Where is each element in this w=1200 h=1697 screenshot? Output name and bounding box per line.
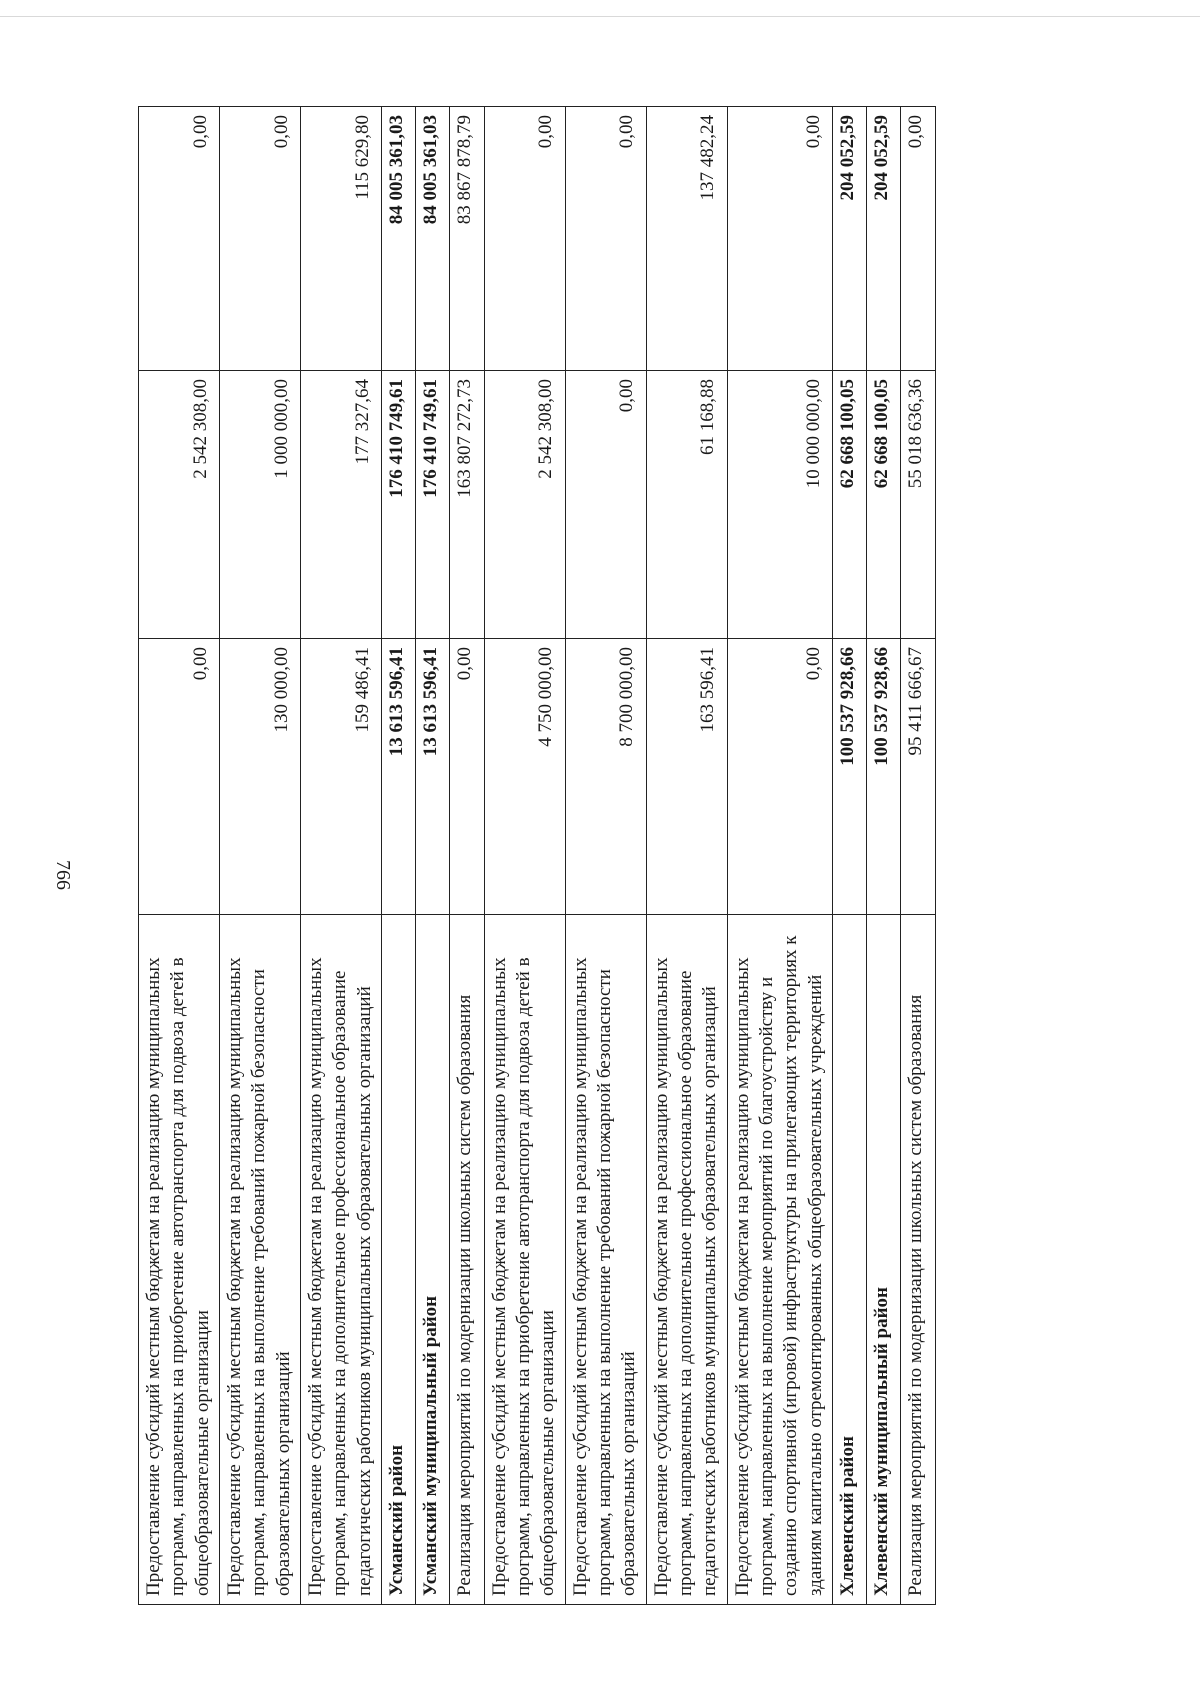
table-row <box>484 107 565 1605</box>
scan-edge-line <box>0 16 1200 17</box>
row-value-1: 159 486,41 <box>300 639 381 915</box>
row-value-1: 8 700 000,00 <box>565 639 646 915</box>
row-value-3: 0,00 <box>219 107 300 371</box>
row-value-1: 130 000,00 <box>219 639 300 915</box>
row-value-3: 115 629,80 <box>300 107 381 371</box>
row-description: Предоставление субсидий местным бюджетам на реализацию муниципальных программ, направленных на выполнение мероприятий по благоустройству и созданию спортивной (игровой) инфраструктуры на прилегающих территориях к зданиям капитально отремонтированных общеобразовательных учреждений <box>727 915 832 1605</box>
row-value-2: 61 168,88 <box>646 371 727 639</box>
rotated-table-container <box>138 107 1068 1605</box>
table-row <box>416 107 450 1605</box>
row-value-2: 177 327,64 <box>300 371 381 639</box>
row-value-3: 204 052,59 <box>832 107 866 371</box>
row-description: Предоставление субсидий местным бюджетам на реализацию муниципальных программ, направленных на дополнительное профессиональное образование педагогических работников муниципальных образовательных организаций <box>300 915 381 1605</box>
row-description: Усманский район <box>381 915 415 1605</box>
row-description: Усманский муниципальный район <box>416 915 450 1605</box>
row-value-2: 176 410 749,61 <box>381 371 415 639</box>
row-value-3: 0,00 <box>565 107 646 371</box>
row-value-1: 13 613 596,41 <box>381 639 415 915</box>
row-value-2: 163 807 272,73 <box>450 371 484 639</box>
row-value-3: 83 867 878,79 <box>450 107 484 371</box>
row-value-3: 0,00 <box>139 107 220 371</box>
table-row <box>832 107 866 1605</box>
row-description: Реализация мероприятий по модернизации школьных систем образования <box>901 915 935 1605</box>
row-value-2: 2 542 308,00 <box>139 371 220 639</box>
row-value-1: 95 411 666,67 <box>901 639 935 915</box>
row-value-2: 176 410 749,61 <box>416 371 450 639</box>
row-description: Реализация мероприятий по модернизации школьных систем образования <box>450 915 484 1605</box>
table-row <box>646 107 727 1605</box>
table-row <box>300 107 381 1605</box>
row-value-3: 0,00 <box>727 107 832 371</box>
row-value-2: 2 542 308,00 <box>484 371 565 639</box>
table-row <box>727 107 832 1605</box>
row-value-3: 0,00 <box>484 107 565 371</box>
row-description: Хлевенский район <box>832 915 866 1605</box>
table-row <box>450 107 484 1605</box>
page-number: 766 <box>52 860 74 890</box>
row-description: Предоставление субсидий местным бюджетам на реализацию муниципальных программ, направленных на дополнительное профессиональное образование педагогических работников муниципальных образовательных организаций <box>646 915 727 1605</box>
table-row <box>867 107 901 1605</box>
row-value-1: 163 596,41 <box>646 639 727 915</box>
budget-table-body <box>139 107 936 1605</box>
row-value-2: 0,00 <box>565 371 646 639</box>
row-description: Предоставление субсидий местным бюджетам на реализацию муниципальных программ, направленных на приобретение автотранспорта для подвоза детей в общеобразовательные организации <box>484 915 565 1605</box>
row-value-3: 84 005 361,03 <box>416 107 450 371</box>
row-value-2: 55 018 636,36 <box>901 371 935 639</box>
row-value-1: 4 750 000,00 <box>484 639 565 915</box>
row-description: Предоставление субсидий местным бюджетам на реализацию муниципальных программ, направленных на выполнение требований пожарной безопасности образовательных организаций <box>565 915 646 1605</box>
row-value-2: 10 000 000,00 <box>727 371 832 639</box>
row-description: Предоставление субсидий местным бюджетам на реализацию муниципальных программ, направленных на приобретение автотранспорта для подвоза детей в общеобразовательные организации <box>139 915 220 1605</box>
row-value-1: 100 537 928,66 <box>832 639 866 915</box>
row-description: Предоставление субсидий местным бюджетам на реализацию муниципальных программ, направленных на выполнение требований пожарной безопасности образовательных организаций <box>219 915 300 1605</box>
row-value-2: 1 000 000,00 <box>219 371 300 639</box>
row-value-1: 0,00 <box>139 639 220 915</box>
row-description: Хлевенский муниципальный район <box>867 915 901 1605</box>
table-row <box>219 107 300 1605</box>
row-value-1: 0,00 <box>727 639 832 915</box>
table-row <box>139 107 220 1605</box>
row-value-2: 62 668 100,05 <box>867 371 901 639</box>
row-value-3: 0,00 <box>901 107 935 371</box>
table-row <box>901 107 935 1605</box>
budget-table <box>138 106 936 1605</box>
row-value-2: 62 668 100,05 <box>832 371 866 639</box>
table-row <box>381 107 415 1605</box>
row-value-1: 100 537 928,66 <box>867 639 901 915</box>
row-value-3: 84 005 361,03 <box>381 107 415 371</box>
table-row <box>565 107 646 1605</box>
row-value-3: 204 052,59 <box>867 107 901 371</box>
row-value-1: 13 613 596,41 <box>416 639 450 915</box>
row-value-3: 137 482,24 <box>646 107 727 371</box>
row-value-1: 0,00 <box>450 639 484 915</box>
